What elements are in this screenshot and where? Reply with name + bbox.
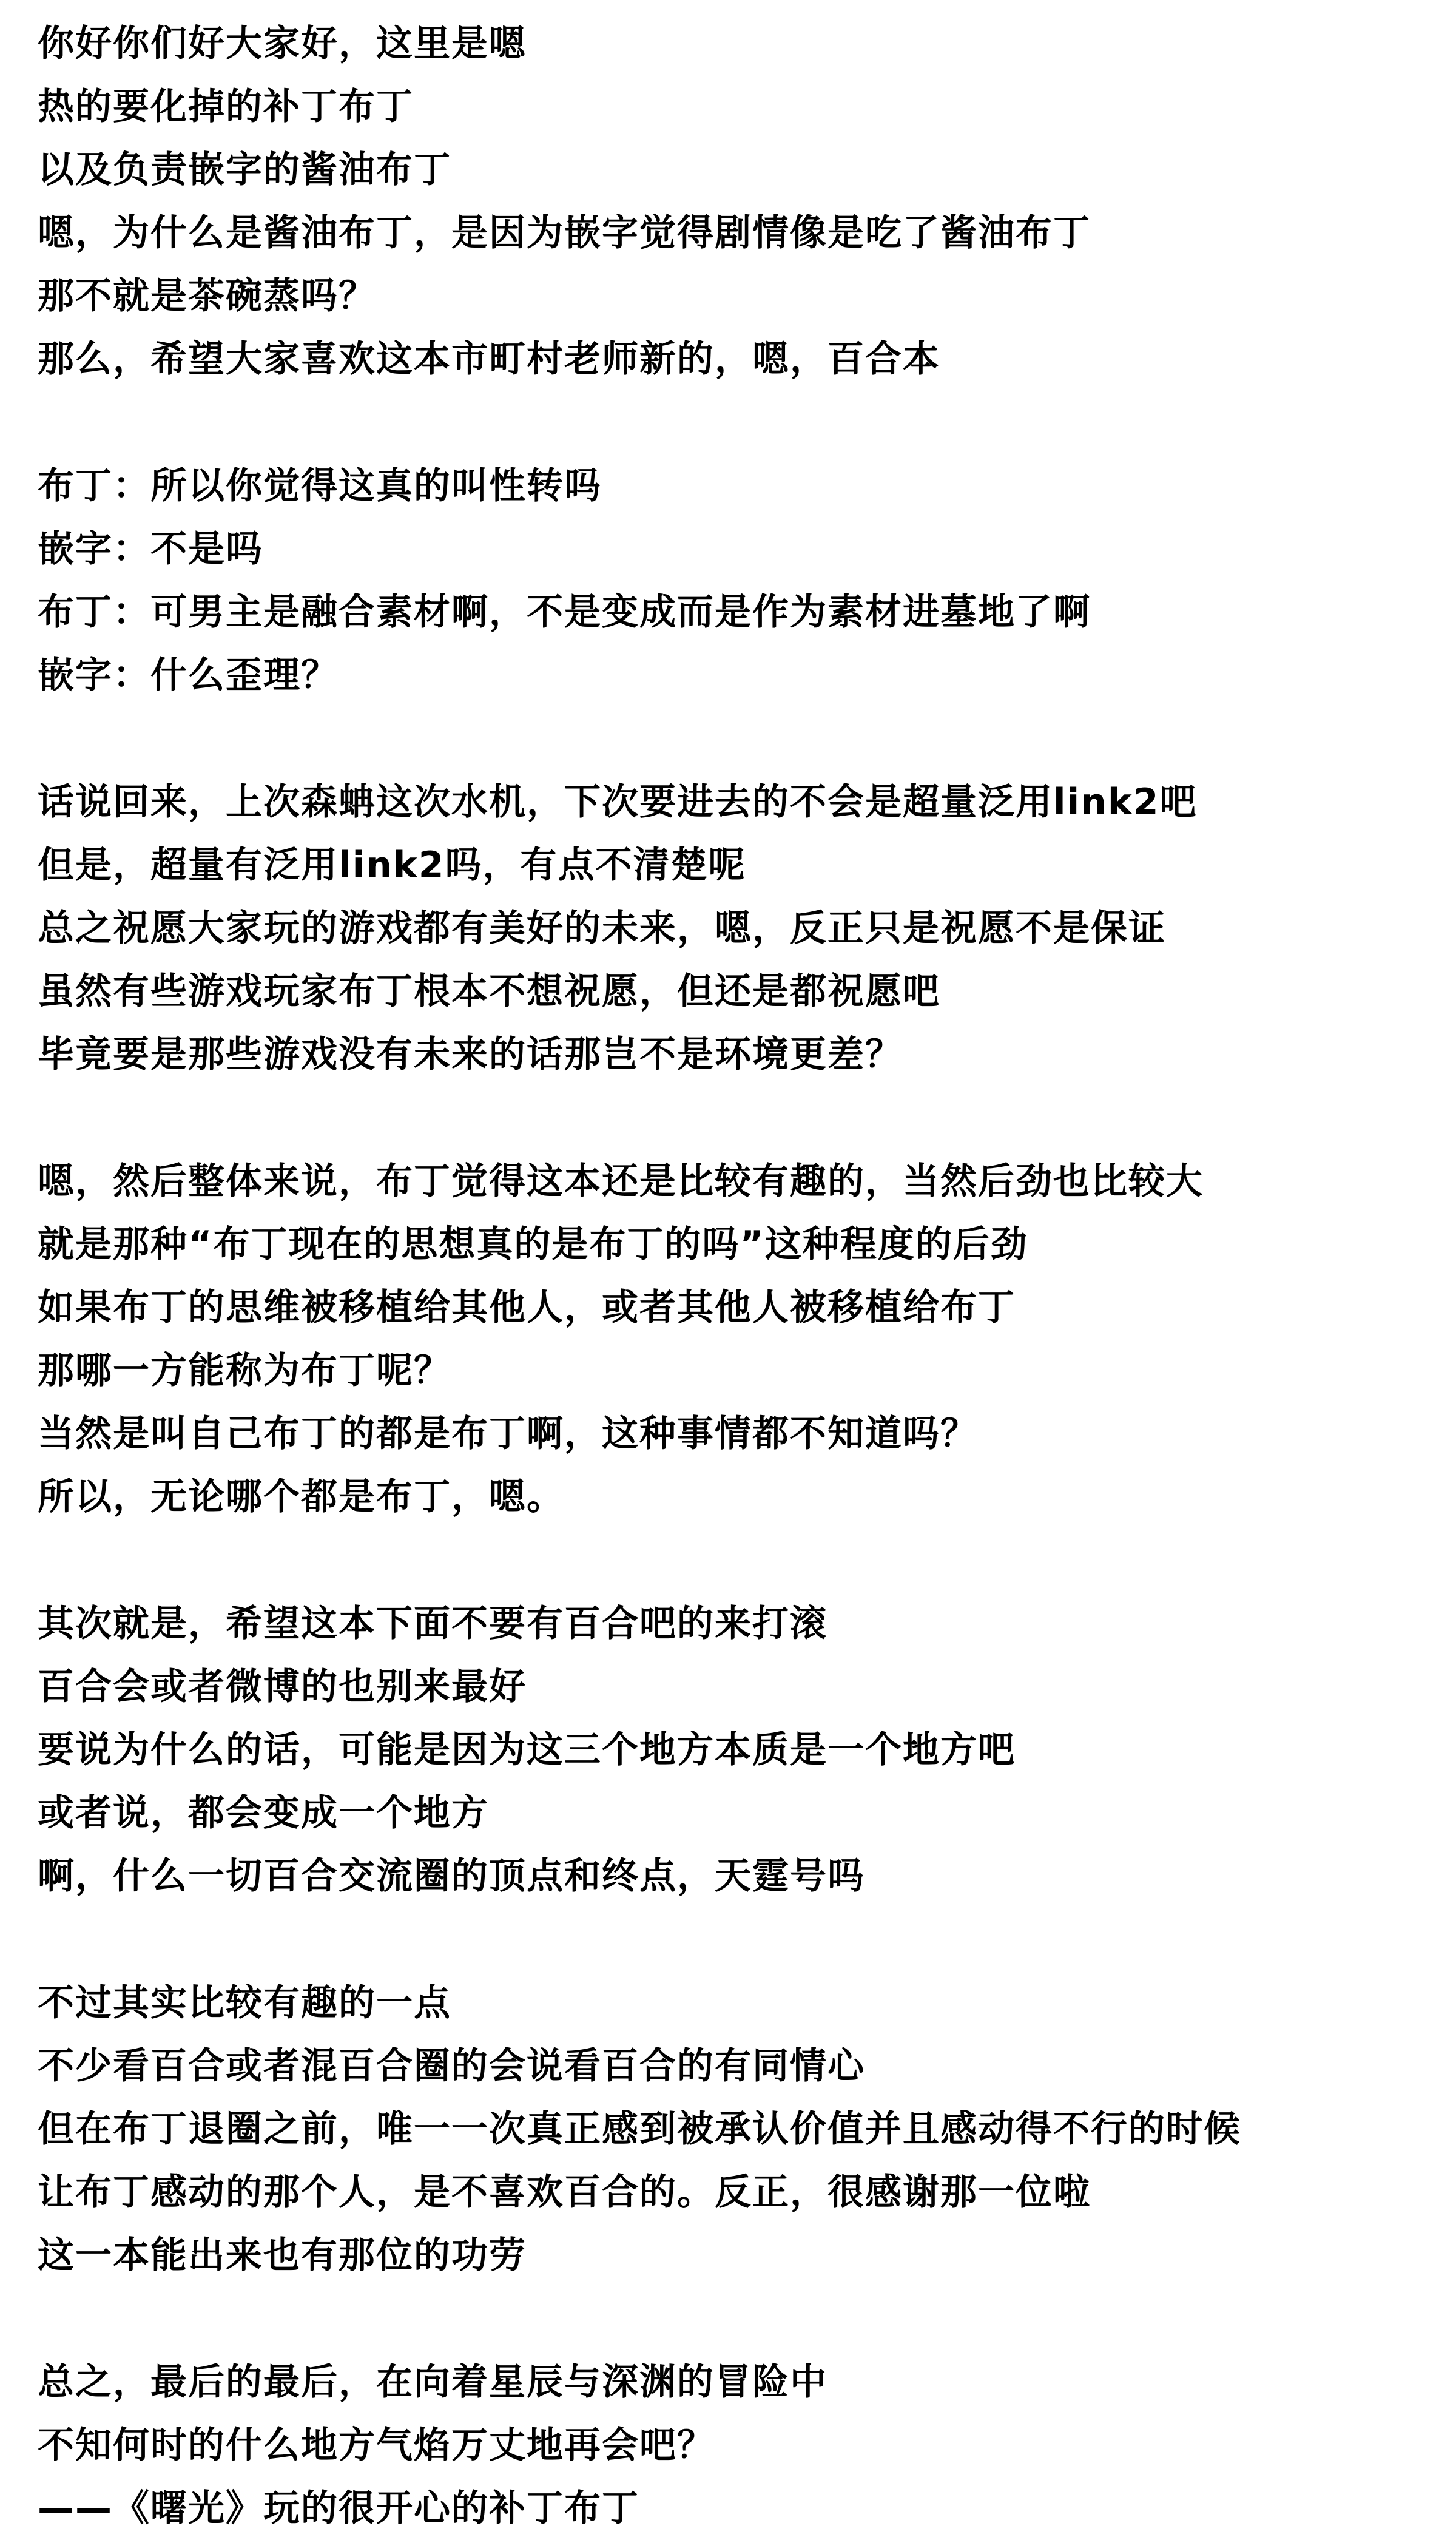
text-line: 布丁：所以你觉得这真的叫性转吗 xyxy=(38,465,602,507)
text-line: 那不就是茶碗蒸吗？ xyxy=(38,275,376,317)
text-line: 那哪一方能称为布丁呢？ xyxy=(38,1349,451,1392)
text-line: 这一本能出来也有那位的功劳 xyxy=(38,2234,527,2277)
paragraph-games xyxy=(38,771,1433,1086)
text-line: 如果布丁的思维被移植给其他人，或者其他人被移植给布丁 xyxy=(38,1286,1016,1329)
paragraph-impression xyxy=(38,1150,1433,1528)
signature-line: ——《曙光》玩的很开心的补丁布丁 xyxy=(38,2487,639,2530)
paragraph-request xyxy=(38,1592,1433,1908)
text-line: 就是那种“布丁现在的思想真的是布丁的吗”这种程度的后劲 xyxy=(38,1223,1028,1266)
paragraph-closing xyxy=(38,2351,1433,2540)
text-line: 其次就是，希望这本下面不要有百合吧的来打滚 xyxy=(38,1603,827,1645)
text-line: 总之祝愿大家玩的游戏都有美好的未来，嗯，反正只是祝愿不是保证 xyxy=(38,907,1166,950)
text-line: 布丁：可男主是融合素材啊，不是变成而是作为素材进墓地了啊 xyxy=(38,591,1091,633)
text-line: 毕竟要是那些游戏没有未来的话那岂不是环境更差？ xyxy=(38,1033,903,1076)
text-line: 让布丁感动的那个人，是不喜欢百合的。反正，很感谢那一位啦 xyxy=(38,2171,1091,2214)
text-line: 嵌字：什么歪理？ xyxy=(38,654,339,697)
text-line: 但在布丁退圈之前，唯一一次真正感到被承认价值并且感动得不行的时候 xyxy=(38,2108,1241,2150)
text-line: 不少看百合或者混百合圈的会说看百合的有同情心 xyxy=(38,2045,865,2087)
text-line: 虽然有些游戏玩家布丁根本不想祝愿，但还是都祝愿吧 xyxy=(38,970,940,1013)
text-line: 那么，希望大家喜欢这本市町村老师新的，嗯，百合本 xyxy=(38,338,940,380)
text-line: 所以，无论哪个都是布丁，嗯。 xyxy=(38,1476,564,1518)
text-line: 但是，超量有泛用link2吗，有点不清楚呢 xyxy=(38,844,746,887)
text-line: 热的要化掉的补丁布丁 xyxy=(38,86,414,128)
text-line: 不知何时的什么地方气焰万丈地再会吧？ xyxy=(38,2424,715,2467)
text-line: 不过其实比较有趣的一点 xyxy=(38,1982,451,2024)
paragraph-greeting xyxy=(38,12,1433,391)
text-line: 要说为什么的话，可能是因为这三个地方本质是一个地方吧 xyxy=(38,1729,1016,1771)
paragraph-thanks xyxy=(38,1971,1433,2287)
text-line: 嗯，为什么是酱油布丁，是因为嵌字觉得剧情像是吃了酱油布丁 xyxy=(38,212,1091,254)
afterword-page xyxy=(38,12,1433,2540)
text-line: 总之，最后的最后，在向着星辰与深渊的冒险中 xyxy=(38,2361,827,2403)
text-line: 你好你们好大家好，这里是嗯 xyxy=(38,22,527,65)
text-line: 或者说，都会变成一个地方 xyxy=(38,1792,489,1834)
text-line: 嵌字：不是吗 xyxy=(38,528,263,570)
text-line: 话说回来，上次森蚺这次水机，下次要进去的不会是超量泛用link2吧 xyxy=(38,781,1198,823)
text-line: 嗯，然后整体来说，布丁觉得这本还是比较有趣的，当然后劲也比较大 xyxy=(38,1160,1204,1203)
text-line: 百合会或者微博的也别来最好 xyxy=(38,1666,527,1708)
text-line: 当然是叫自己布丁的都是布丁啊，这种事情都不知道吗？ xyxy=(38,1413,978,1455)
paragraph-dialogue xyxy=(38,454,1433,707)
text-line: 以及负责嵌字的酱油布丁 xyxy=(38,149,451,191)
text-line: 啊，什么一切百合交流圈的顶点和终点，天霆号吗 xyxy=(38,1855,865,1897)
